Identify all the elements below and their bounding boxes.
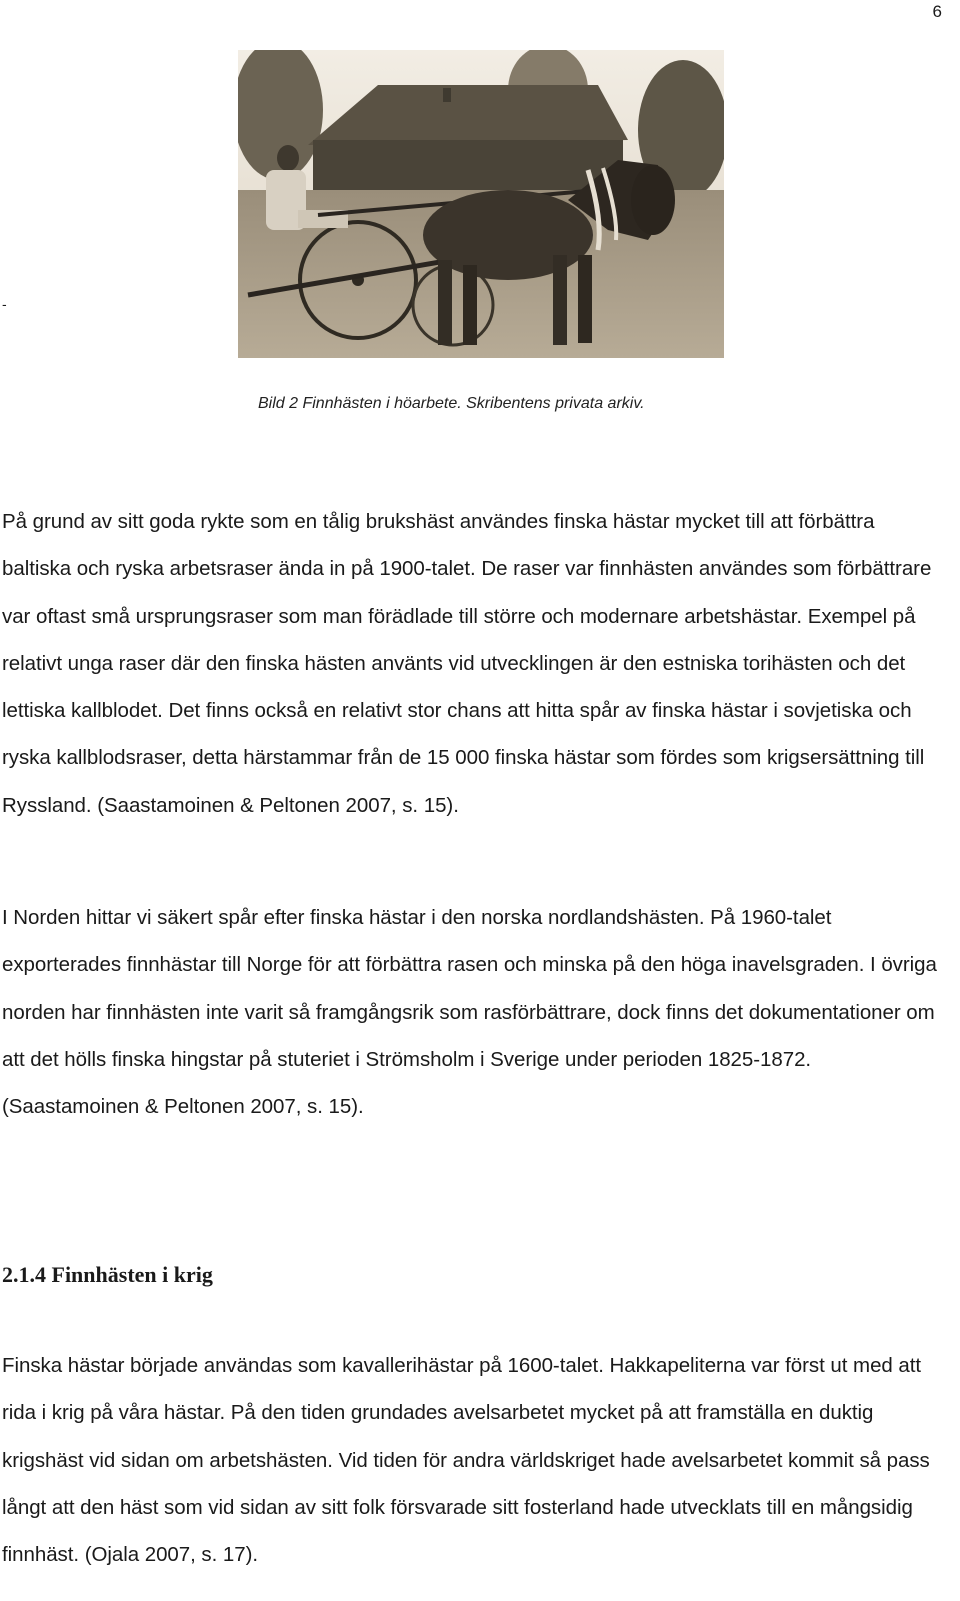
paragraph-text: På grund av sitt goda rykte som en tålig brukshäst användes finska hästar mycket till att förbättra baltiska och ryska arbetsraser ända in på 1900-talet. De raser var finnhästen användes som förbättrare var oftast små ursprungsraser som man förädlade till större och modernare arbetshästar. Exempel på relativt unga raser där den finska hästen använts vid utvecklingen är den estniska torihästen och det lettiska kallblodet. Det finns också en relativt stor chans att hitta spår av finska hästar i sovjetiska och ryska kallblodsraser, detta härstammar från de 15 000 finska hästar som fördes som krigsersättning till Ryssland. (Saastamoinen & Peltonen 2007, s. 15). [2,510,932,817]
page-number: 6 [932,2,942,21]
paragraph-nordic-influence [2,894,937,1130]
horse-photo [238,50,724,358]
paragraph-breeding-influence [2,498,937,829]
paragraph-text: Finska hästar började användas som kavallerihästar på 1600-talet. Hakkapeliterna var först ut med att rida i krig på våra hästar. På den tiden grundades avelsarbetet mycket på att framställa en duktig krigshäst vid sidan om arbetshästen. Vid tiden för andra världskriget hade avelsarbetet kommit så pass långt att den häst som vid sidan av sitt folk försvarade sitt fosterland hade utvecklats till en mångsidig finnhäst. (Ojala 2007, s. 17). [2,1354,930,1567]
section-heading: 2.1.4 Finnhästen i krig [2,1262,213,1287]
figure-caption: Bild 2 Finnhästen i höarbete. Skribentens privata arkiv. [258,395,645,412]
margin-mark: - [2,296,7,312]
paragraph-war-history [2,1342,937,1578]
paragraph-text: I Norden hittar vi säkert spår efter finska hästar i den norska nordlandshästen. På 1960-talet exporterades finnhästar till Norge för att förbättra rasen och minska på den höga inavelsgraden. I övriga norden har finnhästen inte varit så framgångsrik som rasförbättrare, dock finns det dokumentationer om att det hölls finska hingstar på stuteriet i Strömsholm i Sverige under perioden 1825-1872. (Saastamoinen & Peltonen 2007, s. 15). [2,906,937,1119]
